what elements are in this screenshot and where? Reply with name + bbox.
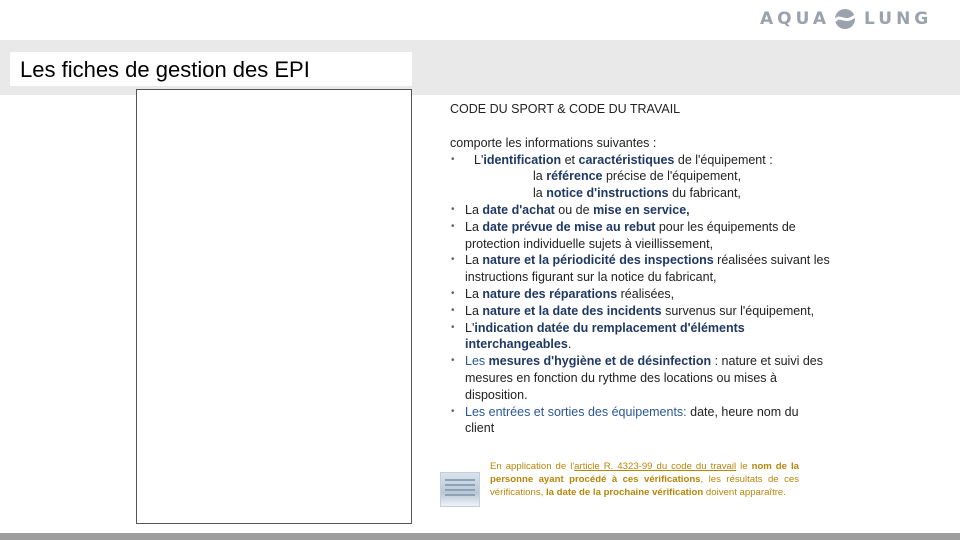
header-bar	[0, 0, 960, 40]
list-item-hygiene	[450, 353, 830, 403]
item-text: de l'équipement :	[674, 152, 773, 167]
note-text: doivent apparaître.	[703, 487, 786, 498]
item-highlight: caractéristiques	[578, 152, 675, 167]
item-text: L'	[465, 320, 475, 335]
legal-note-text	[490, 460, 799, 499]
item-text: réalisées,	[617, 286, 675, 301]
list-item-entries-exits	[450, 404, 830, 438]
section-subtitle: CODE DU SPORT & CODE DU TRAVAIL	[450, 102, 681, 116]
main-content	[450, 101, 830, 437]
item-text: date, heure nom du client	[465, 404, 799, 436]
item-text: La	[465, 219, 483, 234]
item-highlight: date prévue de mise au rebut	[482, 219, 656, 234]
document-thumbnail-icon	[440, 472, 480, 507]
item-text: La	[465, 253, 483, 268]
item-highlight: indication datée du remplacement d'éléments interchangeables	[465, 320, 745, 352]
logo-text-right: LUNG	[864, 9, 933, 29]
list-item-inspections	[450, 252, 830, 286]
page-title: Les fiches de gestion des EPI	[20, 57, 310, 82]
list-item-identification	[450, 152, 830, 202]
item-highlight: date d'achat	[482, 202, 555, 217]
article-link[interactable]: article R. 4323-99 du code du travail	[574, 461, 737, 472]
list-item-repairs	[450, 286, 830, 303]
info-list	[450, 152, 830, 438]
note-text: En application de l'	[490, 461, 575, 472]
list-item-disposal-date	[450, 219, 830, 253]
item-text: survenus sur l'équipement,	[661, 303, 815, 318]
list-item-replacement	[450, 320, 830, 354]
item-text: pour les équipements de protection individuelle sujets à vieillissement,	[465, 219, 796, 251]
item-text: la	[533, 186, 547, 201]
item-text: Les	[465, 354, 489, 369]
note-text: le	[736, 461, 752, 472]
wave-logo-icon	[832, 8, 858, 30]
note-bold: la date de la prochaine vérification	[545, 487, 704, 498]
item-text: précise de l'équipement,	[602, 169, 742, 184]
note-bold: nom de la personne ayant procédé à ces vérifications	[490, 461, 799, 485]
sub-item-notice	[474, 185, 830, 202]
note-text: , les résultats de ces vérifications,	[490, 474, 799, 498]
item-text: du fabricant,	[668, 186, 741, 201]
item-highlight: nature et la périodicité des inspections	[482, 253, 714, 268]
sub-item-reference	[474, 168, 830, 185]
item-highlight: mise en service,	[593, 202, 690, 217]
item-highlight: notice d'instructions	[546, 186, 669, 201]
item-text: et	[561, 152, 579, 167]
list-item-purchase-date	[450, 202, 830, 219]
item-text: La	[465, 303, 483, 318]
item-text: la	[533, 169, 547, 184]
item-highlight: référence	[546, 169, 603, 184]
intro-text: comporte les informations suivantes :	[450, 135, 657, 150]
item-text: : nature et suivi des mesures en fonction du rythme des locations ou mises à disposition.	[465, 354, 823, 402]
list-item-incidents	[450, 303, 830, 320]
legal-note	[440, 460, 800, 516]
item-text: ou de	[554, 202, 594, 217]
item-text: réalisées suivant les instructions figurant sur la notice du fabricant,	[465, 253, 830, 285]
item-text: Les entrées et sorties des équipements:	[465, 404, 687, 419]
footer-bar	[0, 533, 960, 540]
item-text: .	[567, 337, 572, 352]
item-highlight: nature des réparations	[482, 286, 618, 301]
item-highlight: nature et la date des incidents	[482, 303, 662, 318]
aqualung-logo	[760, 8, 932, 30]
logo-text-left: AQUA	[760, 9, 831, 29]
item-text: L'	[474, 152, 484, 167]
item-highlight: identification	[483, 152, 562, 167]
item-text: La	[465, 202, 483, 217]
form-image-frame	[136, 89, 412, 524]
item-highlight: mesures d'hygiène et de désinfection	[488, 354, 712, 369]
item-text: La	[465, 286, 483, 301]
